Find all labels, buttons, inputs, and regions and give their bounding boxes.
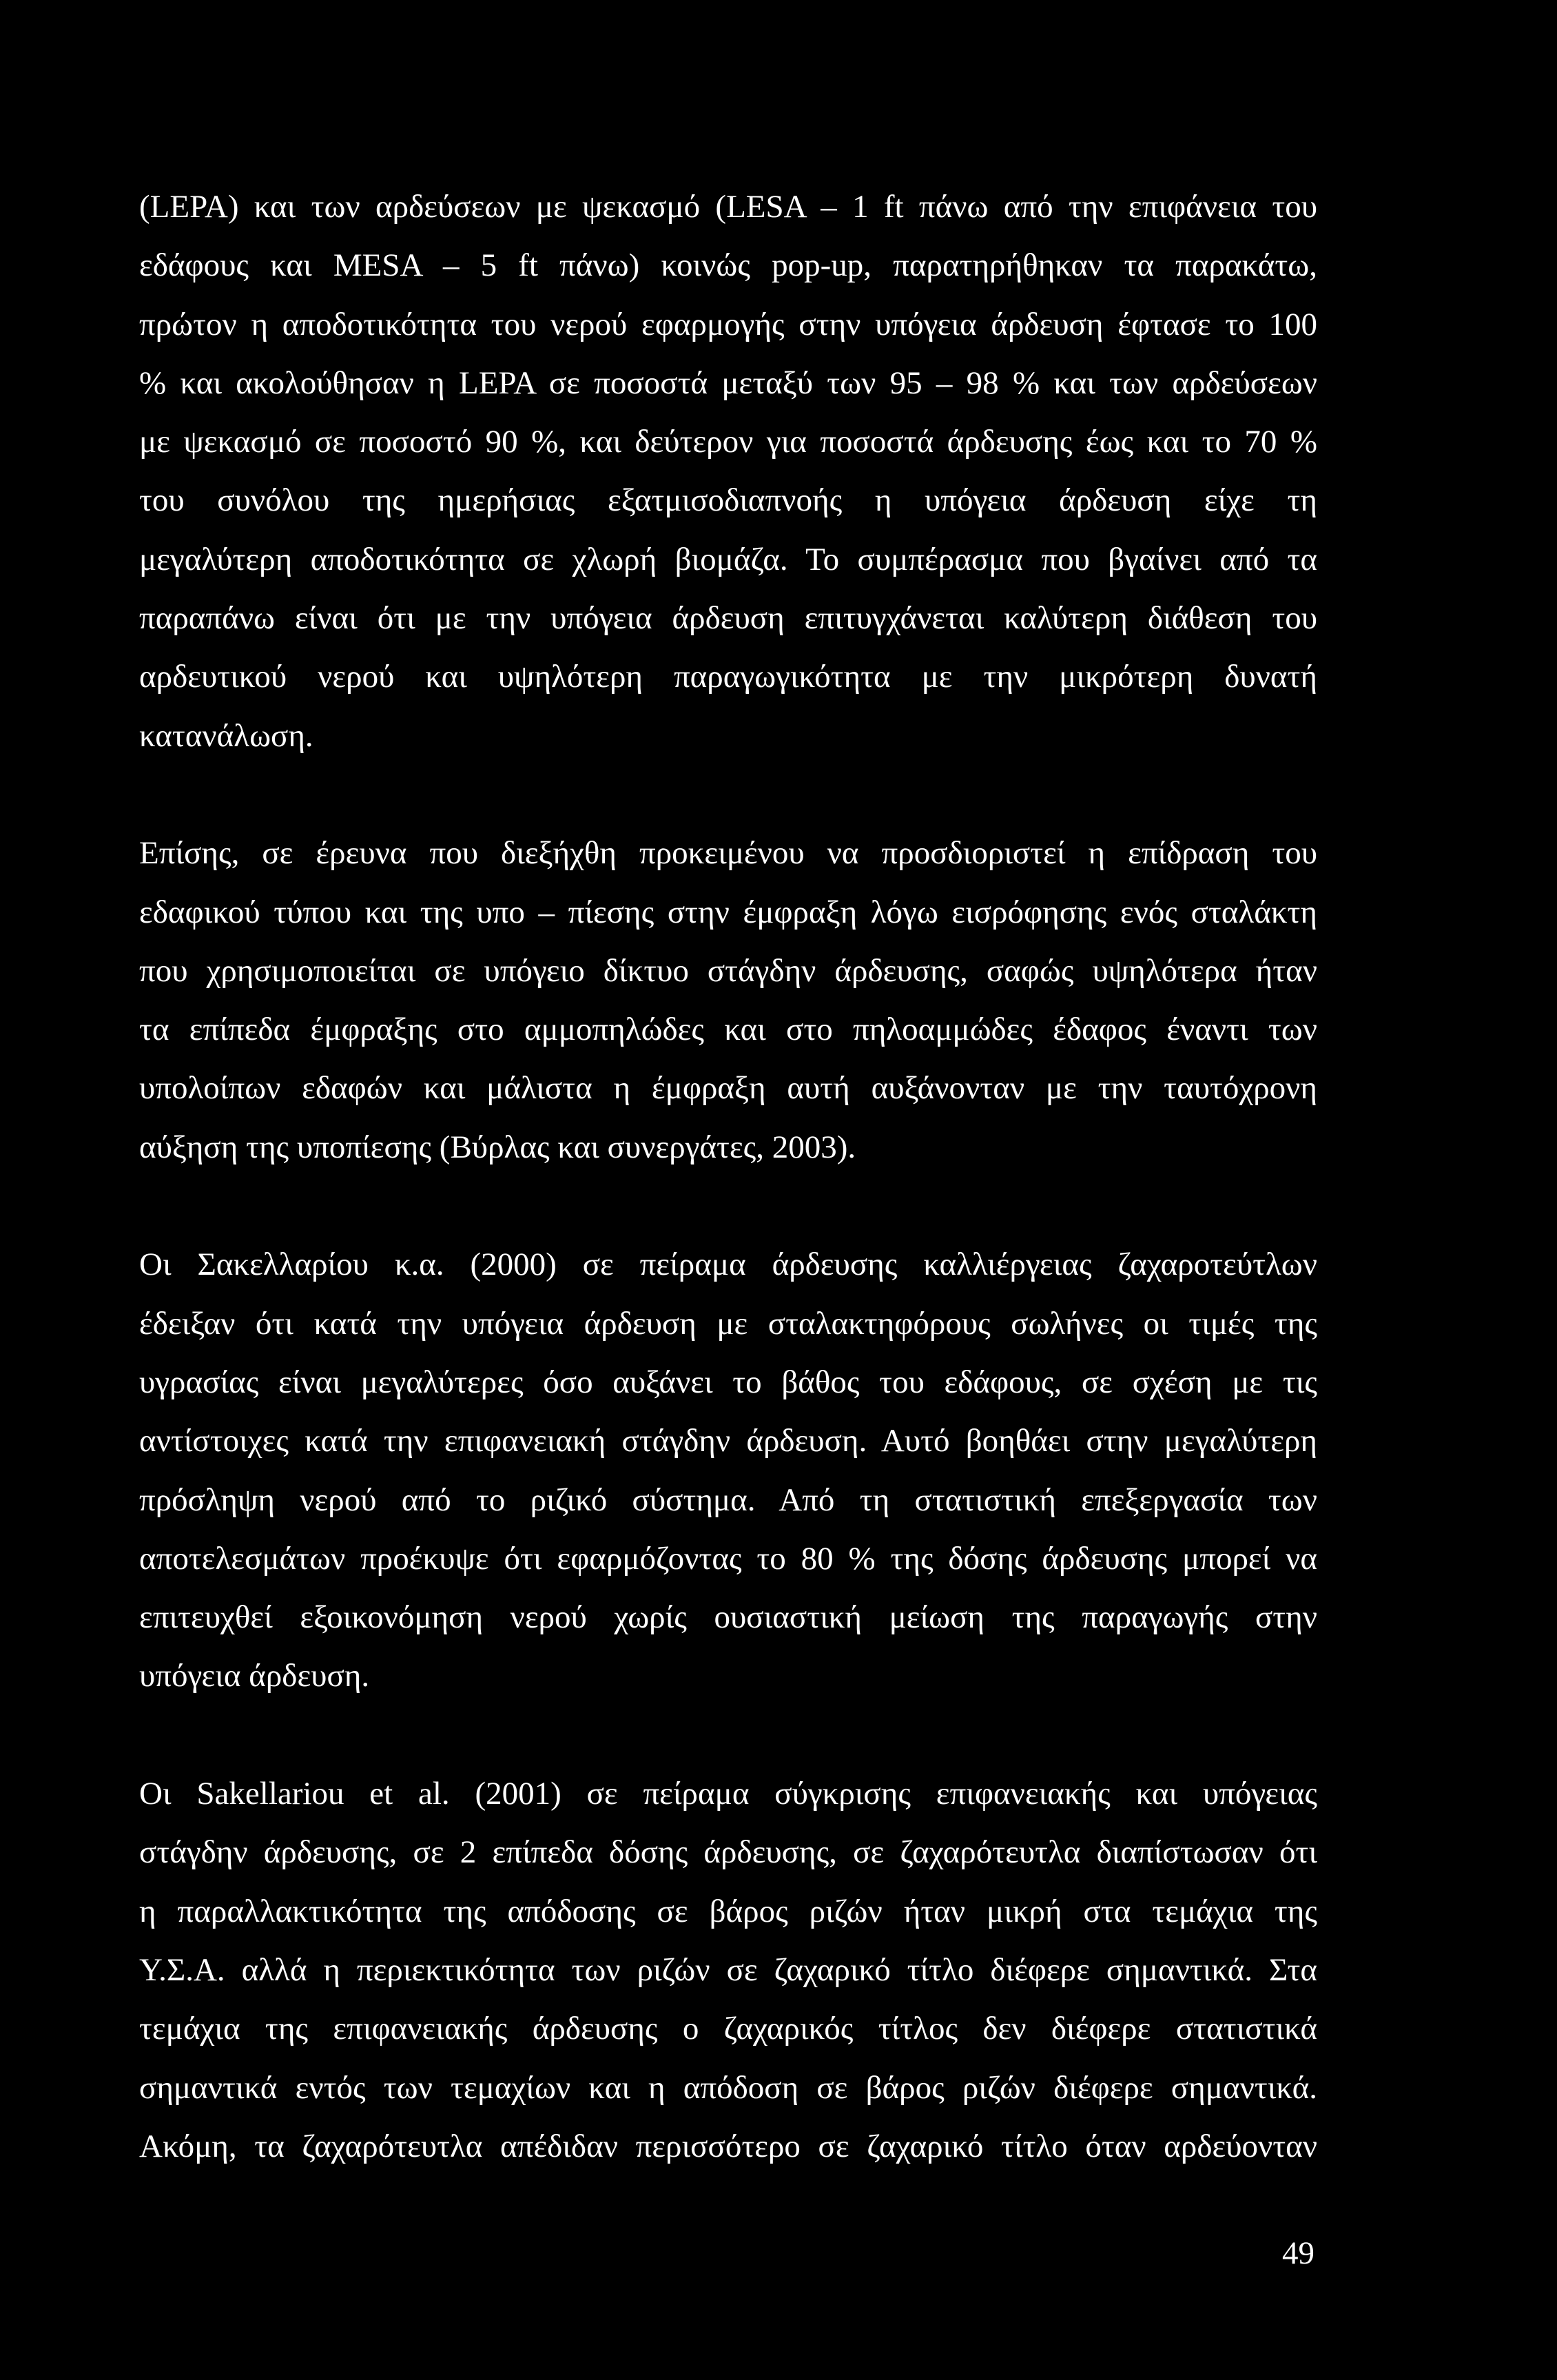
page-number: 49: [1282, 2235, 1314, 2271]
paragraph-1: [139, 178, 1317, 766]
paragraph-3: [139, 1235, 1317, 1705]
text-line: υγρασίας είναι μεγαλύτερες όσο αυξάνει το βάθος του εδάφους, σε σχέση με τις: [139, 1364, 1317, 1400]
text-line: σημαντικά εντός των τεμαχίων και η απόδοση σε βάρος ριζών διέφερε σημαντικά.: [139, 2069, 1317, 2106]
text-line: Οι Sakellariou et al. (2001) σε πείραμα σύγκρισης επιφανειακής και υπόγειας: [139, 1776, 1317, 1812]
text-line: τεμάχια της επιφανειακής άρδευσης ο ζαχαρικός τίτλος δεν διέφερε στατιστικά: [139, 2011, 1317, 2047]
text-line: του συνόλου της ημερήσιας εξατμισοδιαπνοής η υπόγεια άρδευση είχε τη: [139, 482, 1317, 519]
text-line: εδαφικού τύπου και της υπο – πίεσης στην έμφραξη λόγω εισρόφησης ενός σταλάκτη: [139, 894, 1317, 930]
text-line: η παραλλακτικότητα της απόδοσης σε βάρος ριζών ήταν μικρή στα τεμάχια της: [139, 1893, 1317, 1929]
text-line: αποτελεσμάτων προέκυψε ότι εφαρμόζοντας το 80 % της δόσης άρδευσης μπορεί να: [139, 1540, 1317, 1577]
text-line: πρώτον η αποδοτικότητα του νερού εφαρμογής στην υπόγεια άρδευση έφτασε το 100: [139, 306, 1317, 342]
text-line: υπολοίπων εδαφών και μάλιστα η έμφραξη αυτή αυξάνονταν με την ταυτόχρονη: [139, 1070, 1317, 1107]
text-line: κατανάλωση.: [139, 717, 313, 754]
text-line: που χρησιμοποιείται σε υπόγειο δίκτυο στάγδην άρδευσης, σαφώς υψηλότερα ήταν: [139, 952, 1317, 989]
text-line: τα επίπεδα έμφραξης στο αμμοπηλώδες και στο πηλοαμμώδες έδαφος έναντι των: [139, 1012, 1317, 1048]
text-line: Επίσης, σε έρευνα που διεξήχθη προκειμένου να προσδιοριστεί η επίδραση του: [139, 835, 1317, 872]
text-line: Οι Σακελλαρίου κ.α. (2000) σε πείραμα άρδευσης καλλιέργειας ζαχαροτεύτλων: [139, 1247, 1317, 1283]
text-line: στάγδην άρδευσης, σε 2 επίπεδα δόσης άρδευσης, σε ζαχαρότευτλα διαπίστωσαν ότι: [139, 1834, 1317, 1871]
text-line: υπόγεια άρδευση.: [139, 1658, 370, 1694]
text-line: Ακόμη, τα ζαχαρότευτλα απέδιδαν περισσότερο σε ζαχαρικό τίτλο όταν αρδεύονταν: [139, 2128, 1317, 2164]
text-line: % και ακολούθησαν η LEPA σε ποσοστά μεταξύ των 95 – 98 % και των αρδεύσεων: [139, 365, 1317, 401]
text-line: επιτευχθεί εξοικονόμηση νερού χωρίς ουσιαστική μείωση της παραγωγής στην: [139, 1599, 1317, 1636]
text-line: αντίστοιχες κατά την επιφανειακή στάγδην άρδευση. Αυτό βοηθάει στην μεγαλύτερη: [139, 1423, 1317, 1459]
text-line: πρόσληψη νερού από το ριζικό σύστημα. Από τη στατιστική επεξεργασία των: [139, 1481, 1317, 1518]
text-line: έδειξαν ότι κατά την υπόγεια άρδευση με σταλακτηφόρους σωλήνες οι τιμές της: [139, 1305, 1317, 1342]
text-line: παραπάνω είναι ότι με την υπόγεια άρδευση επιτυγχάνεται καλύτερη διάθεση του: [139, 600, 1317, 637]
text-line: αρδευτικού νερού και υψηλότερη παραγωγικότητα με την μικρότερη δυνατή: [139, 659, 1317, 695]
text-line: (LEPA) και των αρδεύσεων με ψεκασμό (LESA – 1 ft πάνω από την επιφάνεια του: [139, 189, 1317, 225]
body-text: [139, 178, 1317, 2235]
text-line: Υ.Σ.Α. αλλά η περιεκτικότητα των ριζών σε ζαχαρικό τίτλο διέφερε σημαντικά. Στα: [139, 1951, 1317, 1988]
text-line: με ψεκασμό σε ποσοστό 90 %, και δεύτερον για ποσοστά άρδευσης έως και το 70 %: [139, 424, 1317, 460]
paragraph-2: [139, 824, 1317, 1177]
paragraph-4: [139, 1765, 1317, 2176]
text-line: αύξηση της υποπίεσης (Βύρλας και συνεργάτες, 2003).: [139, 1129, 856, 1165]
text-line: μεγαλύτερη αποδοτικότητα σε χλωρή βιομάζα. Το συμπέρασμα που βγαίνει από τα: [139, 541, 1317, 577]
text-line: εδάφους και MESA – 5 ft πάνω) κοινώς pop-up, παρατηρήθηκαν τα παρακάτω,: [139, 247, 1317, 284]
